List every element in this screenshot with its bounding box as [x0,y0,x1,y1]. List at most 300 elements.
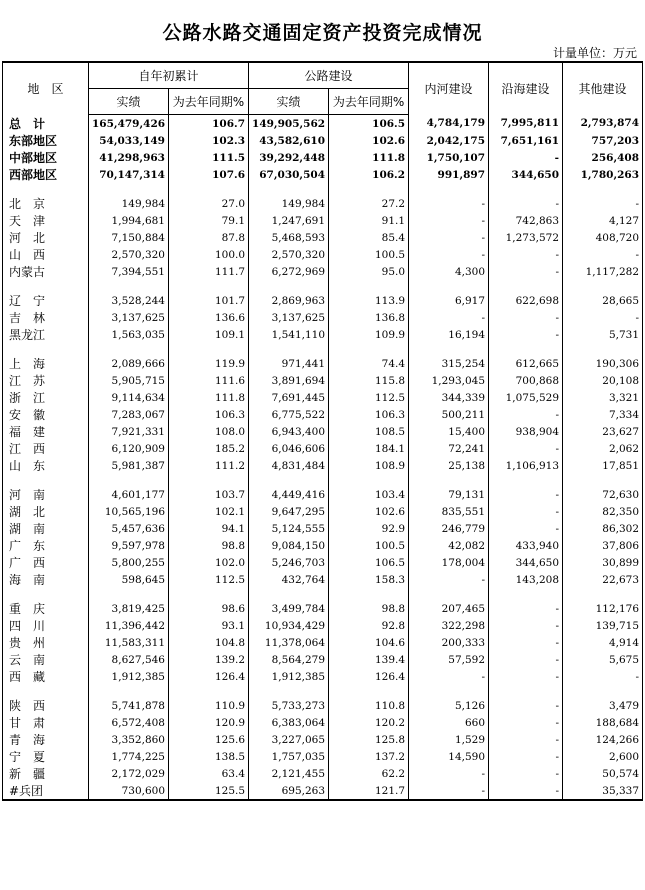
header-ytd-yoy: 为去年同期% [169,89,249,115]
spacer-cell [169,474,249,486]
coastal-value-cell: - [489,765,563,782]
region-name: 安 徽 [3,406,89,423]
inland-value-cell: - [409,668,489,685]
coastal-value-cell: 344,650 [489,166,563,183]
spacer-cell [329,588,409,600]
table-row [3,372,643,389]
ytd-yoy-cell: 111.5 [169,149,249,166]
table-row [3,537,643,554]
spacer-cell [89,474,169,486]
spacer-cell [489,280,563,292]
highway-actual-cell: 9,647,295 [249,503,329,520]
highway-yoy-cell: 100.5 [329,246,409,263]
spacer-cell [329,685,409,697]
other-value-cell: 112,176 [563,600,643,617]
spacer-cell [489,343,563,355]
spacer-cell [249,474,329,486]
inland-value-cell: 178,004 [409,554,489,571]
coastal-value-cell: 700,868 [489,372,563,389]
coastal-value-cell: 344,650 [489,554,563,571]
table-row [3,440,643,457]
ytd-actual-cell: 149,984 [89,195,169,212]
highway-yoy-cell: 27.2 [329,195,409,212]
coastal-value-cell: 1,273,572 [489,229,563,246]
table-row [3,212,643,229]
spacer-cell [563,183,643,195]
spacer-cell [3,588,89,600]
inland-value-cell: 25,138 [409,457,489,474]
spacer-cell [169,183,249,195]
ytd-yoy-cell: 103.7 [169,486,249,503]
other-value-cell: 5,675 [563,651,643,668]
table-body [3,115,643,801]
spacer-cell [409,685,489,697]
spacer-cell [169,343,249,355]
region-name: 浙 江 [3,389,89,406]
highway-actual-cell: 1,541,110 [249,326,329,343]
inland-value-cell: - [409,309,489,326]
inland-value-cell: 72,241 [409,440,489,457]
region-name: 辽 宁 [3,292,89,309]
other-value-cell: 2,600 [563,748,643,765]
ytd-yoy-cell: 126.4 [169,668,249,685]
coastal-value-cell: - [489,634,563,651]
highway-actual-cell: 39,292,448 [249,149,329,166]
region-name: 重 庆 [3,600,89,617]
highway-yoy-cell: 115.8 [329,372,409,389]
ytd-yoy-cell: 110.9 [169,697,249,714]
highway-actual-cell: 149,984 [249,195,329,212]
inland-value-cell: 200,333 [409,634,489,651]
coastal-value-cell: - [489,309,563,326]
coastal-value-cell: - [489,326,563,343]
ytd-actual-cell: 1,912,385 [89,668,169,685]
ytd-yoy-cell: 63.4 [169,765,249,782]
ytd-yoy-cell: 111.7 [169,263,249,280]
region-name: 中部地区 [3,149,89,166]
ytd-actual-cell: 165,479,426 [89,115,169,133]
table-row [3,748,643,765]
inland-value-cell: 4,784,179 [409,115,489,133]
spacer-cell [3,280,89,292]
highway-yoy-cell: 108.5 [329,423,409,440]
table-row [3,115,643,133]
other-value-cell: 72,630 [563,486,643,503]
highway-actual-cell: 3,891,694 [249,372,329,389]
inland-value-cell: 14,590 [409,748,489,765]
ytd-actual-cell: 5,800,255 [89,554,169,571]
inland-value-cell: - [409,195,489,212]
highway-yoy-cell: 136.8 [329,309,409,326]
header-highway-group: 公路建设 [249,62,409,89]
ytd-actual-cell: 6,572,408 [89,714,169,731]
spacer-cell [489,183,563,195]
other-value-cell: 4,914 [563,634,643,651]
spacer-row [3,183,643,195]
highway-yoy-cell: 121.7 [329,782,409,800]
table-row [3,600,643,617]
region-name: 广 东 [3,537,89,554]
other-value-cell: 3,321 [563,389,643,406]
coastal-value-cell: - [489,600,563,617]
region-name: 河 北 [3,229,89,246]
inland-value-cell: 57,592 [409,651,489,668]
highway-actual-cell: 2,121,455 [249,765,329,782]
table-row [3,326,643,343]
coastal-value-cell: 7,995,811 [489,115,563,133]
table-row [3,634,643,651]
table-row [3,166,643,183]
ytd-yoy-cell: 104.8 [169,634,249,651]
ytd-actual-cell: 1,774,225 [89,748,169,765]
other-value-cell: 2,062 [563,440,643,457]
highway-actual-cell: 5,733,273 [249,697,329,714]
highway-yoy-cell: 92.8 [329,617,409,634]
highway-actual-cell: 971,441 [249,355,329,372]
spacer-cell [249,685,329,697]
highway-actual-cell: 9,084,150 [249,537,329,554]
spacer-cell [329,183,409,195]
spacer-cell [3,474,89,486]
table-row [3,229,643,246]
inland-value-cell: - [409,571,489,588]
region-name: 宁 夏 [3,748,89,765]
ytd-actual-cell: 3,352,860 [89,731,169,748]
spacer-cell [409,280,489,292]
table-row [3,617,643,634]
coastal-value-cell: - [489,246,563,263]
highway-actual-cell: 5,124,555 [249,520,329,537]
coastal-value-cell: - [489,195,563,212]
region-name: 贵 州 [3,634,89,651]
spacer-cell [169,588,249,600]
other-value-cell: 7,334 [563,406,643,423]
highway-yoy-cell: 106.3 [329,406,409,423]
highway-yoy-cell: 106.5 [329,115,409,133]
highway-actual-cell: 4,831,484 [249,457,329,474]
ytd-yoy-cell: 106.3 [169,406,249,423]
header-ytd-actual: 实绩 [89,89,169,115]
inland-value-cell: 322,298 [409,617,489,634]
ytd-actual-cell: 41,298,963 [89,149,169,166]
ytd-actual-cell: 7,283,067 [89,406,169,423]
ytd-yoy-cell: 185.2 [169,440,249,457]
spacer-cell [489,474,563,486]
other-value-cell: 256,408 [563,149,643,166]
ytd-actual-cell: 5,905,715 [89,372,169,389]
table-row [3,309,643,326]
other-value-cell: 23,627 [563,423,643,440]
highway-actual-cell: 1,912,385 [249,668,329,685]
spacer-row [3,588,643,600]
other-value-cell: 50,574 [563,765,643,782]
region-name: 西 藏 [3,668,89,685]
region-name: 甘 肃 [3,714,89,731]
region-name: 四 川 [3,617,89,634]
header-highway-actual: 实绩 [249,89,329,115]
coastal-value-cell: - [489,731,563,748]
other-value-cell: 1,117,282 [563,263,643,280]
ytd-actual-cell: 11,396,442 [89,617,169,634]
highway-actual-cell: 67,030,504 [249,166,329,183]
other-value-cell: 22,673 [563,571,643,588]
inland-value-cell: 5,126 [409,697,489,714]
spacer-cell [563,280,643,292]
highway-actual-cell: 10,934,429 [249,617,329,634]
coastal-value-cell: - [489,668,563,685]
inland-value-cell: 660 [409,714,489,731]
region-name: 江 苏 [3,372,89,389]
coastal-value-cell: - [489,617,563,634]
spacer-row [3,280,643,292]
ytd-yoy-cell: 79.1 [169,212,249,229]
table-row [3,765,643,782]
region-name: 湖 南 [3,520,89,537]
other-value-cell: 1,780,263 [563,166,643,183]
coastal-value-cell: - [489,440,563,457]
spacer-row [3,474,643,486]
highway-actual-cell: 6,775,522 [249,406,329,423]
ytd-actual-cell: 54,033,149 [89,132,169,149]
ytd-yoy-cell: 111.8 [169,389,249,406]
table-row [3,389,643,406]
spacer-cell [329,280,409,292]
ytd-yoy-cell: 98.6 [169,600,249,617]
highway-actual-cell: 2,869,963 [249,292,329,309]
other-value-cell: - [563,309,643,326]
spacer-cell [489,685,563,697]
highway-actual-cell: 4,449,416 [249,486,329,503]
highway-yoy-cell: 106.2 [329,166,409,183]
other-value-cell: 20,108 [563,372,643,389]
coastal-value-cell: 433,940 [489,537,563,554]
ytd-actual-cell: 1,994,681 [89,212,169,229]
highway-actual-cell: 695,263 [249,782,329,800]
region-name: 海 南 [3,571,89,588]
ytd-yoy-cell: 107.6 [169,166,249,183]
highway-actual-cell: 5,468,593 [249,229,329,246]
other-value-cell: 37,806 [563,537,643,554]
coastal-value-cell: 938,904 [489,423,563,440]
inland-value-cell: 1,529 [409,731,489,748]
ytd-actual-cell: 730,600 [89,782,169,800]
ytd-actual-cell: 7,394,551 [89,263,169,280]
highway-actual-cell: 3,499,784 [249,600,329,617]
region-name: 东部地区 [3,132,89,149]
spacer-cell [329,343,409,355]
coastal-value-cell: - [489,406,563,423]
region-name: 总 计 [3,115,89,133]
ytd-yoy-cell: 87.8 [169,229,249,246]
spacer-cell [89,685,169,697]
other-value-cell: 82,350 [563,503,643,520]
region-name: 青 海 [3,731,89,748]
other-value-cell: 188,684 [563,714,643,731]
inland-value-cell: 4,300 [409,263,489,280]
header-ytd-group: 自年初累计 [89,62,249,89]
region-name: 福 建 [3,423,89,440]
highway-actual-cell: 7,691,445 [249,389,329,406]
inland-value-cell: 835,551 [409,503,489,520]
region-name: 上 海 [3,355,89,372]
ytd-yoy-cell: 101.7 [169,292,249,309]
ytd-actual-cell: 7,921,331 [89,423,169,440]
highway-yoy-cell: 62.2 [329,765,409,782]
region-name: 内蒙古 [3,263,89,280]
inland-value-cell: - [409,246,489,263]
region-name: 陕 西 [3,697,89,714]
region-name: #兵团 [3,782,89,800]
coastal-value-cell: - [489,149,563,166]
ytd-actual-cell: 10,565,196 [89,503,169,520]
other-value-cell: - [563,246,643,263]
highway-yoy-cell: 111.8 [329,149,409,166]
unit-label: 计量单位：万元 [552,46,637,60]
spacer-cell [409,588,489,600]
table-row [3,246,643,263]
coastal-value-cell: 742,863 [489,212,563,229]
inland-value-cell: - [409,765,489,782]
other-value-cell: 139,715 [563,617,643,634]
ytd-yoy-cell: 100.0 [169,246,249,263]
coastal-value-cell: - [489,651,563,668]
highway-actual-cell: 6,272,969 [249,263,329,280]
highway-yoy-cell: 126.4 [329,668,409,685]
inland-value-cell: - [409,229,489,246]
ytd-actual-cell: 11,583,311 [89,634,169,651]
ytd-yoy-cell: 102.0 [169,554,249,571]
inland-value-cell: - [409,782,489,800]
highway-yoy-cell: 104.6 [329,634,409,651]
header-inland: 内河建设 [409,62,489,115]
spacer-cell [169,280,249,292]
table-row [3,132,643,149]
inland-value-cell: - [409,212,489,229]
ytd-actual-cell: 2,570,320 [89,246,169,263]
spacer-cell [409,474,489,486]
other-value-cell: - [563,668,643,685]
ytd-actual-cell: 70,147,314 [89,166,169,183]
ytd-actual-cell: 3,528,244 [89,292,169,309]
inland-value-cell: 79,131 [409,486,489,503]
highway-yoy-cell: 102.6 [329,503,409,520]
table-row [3,423,643,440]
header-region: 地 区 [3,62,89,115]
highway-actual-cell: 432,764 [249,571,329,588]
spacer-cell [563,343,643,355]
inland-value-cell: 1,293,045 [409,372,489,389]
spacer-cell [3,183,89,195]
ytd-actual-cell: 9,597,978 [89,537,169,554]
spacer-cell [329,474,409,486]
header-other: 其他建设 [563,62,643,115]
highway-actual-cell: 11,378,064 [249,634,329,651]
table-row [3,486,643,503]
table-row [3,292,643,309]
spacer-cell [3,343,89,355]
highway-actual-cell: 1,757,035 [249,748,329,765]
ytd-yoy-cell: 125.6 [169,731,249,748]
coastal-value-cell: 612,665 [489,355,563,372]
highway-yoy-cell: 85.4 [329,229,409,246]
investment-table [2,61,643,801]
spacer-cell [489,588,563,600]
ytd-yoy-cell: 111.6 [169,372,249,389]
other-value-cell: 757,203 [563,132,643,149]
coastal-value-cell: 1,106,913 [489,457,563,474]
spacer-cell [89,588,169,600]
ytd-yoy-cell: 27.0 [169,195,249,212]
ytd-yoy-cell: 119.9 [169,355,249,372]
ytd-yoy-cell: 108.0 [169,423,249,440]
highway-yoy-cell: 91.1 [329,212,409,229]
spacer-cell [409,343,489,355]
ytd-yoy-cell: 138.5 [169,748,249,765]
spacer-cell [563,685,643,697]
other-value-cell: 4,127 [563,212,643,229]
highway-actual-cell: 1,247,691 [249,212,329,229]
table-row [3,651,643,668]
coastal-value-cell: - [489,486,563,503]
region-name: 湖 北 [3,503,89,520]
highway-yoy-cell: 103.4 [329,486,409,503]
highway-yoy-cell: 120.2 [329,714,409,731]
inland-value-cell: 246,779 [409,520,489,537]
spacer-cell [249,343,329,355]
spacer-cell [89,280,169,292]
other-value-cell: 17,851 [563,457,643,474]
ytd-actual-cell: 2,172,029 [89,765,169,782]
inland-value-cell: 2,042,175 [409,132,489,149]
ytd-yoy-cell: 102.1 [169,503,249,520]
ytd-yoy-cell: 125.5 [169,782,249,800]
other-value-cell: 86,302 [563,520,643,537]
ytd-actual-cell: 598,645 [89,571,169,588]
header-highway-yoy: 为去年同期% [329,89,409,115]
region-name: 云 南 [3,651,89,668]
spacer-cell [249,183,329,195]
ytd-yoy-cell: 112.5 [169,571,249,588]
highway-actual-cell: 3,137,625 [249,309,329,326]
table-row [3,782,643,800]
highway-yoy-cell: 106.5 [329,554,409,571]
table-row [3,263,643,280]
table-row [3,697,643,714]
ytd-actual-cell: 7,150,884 [89,229,169,246]
table-row [3,571,643,588]
region-name: 山 东 [3,457,89,474]
table-row [3,668,643,685]
region-name: 江 西 [3,440,89,457]
region-name: 广 西 [3,554,89,571]
spacer-cell [563,588,643,600]
highway-yoy-cell: 113.9 [329,292,409,309]
region-name: 西部地区 [3,166,89,183]
coastal-value-cell: - [489,503,563,520]
other-value-cell: 2,793,874 [563,115,643,133]
highway-yoy-cell: 158.3 [329,571,409,588]
inland-value-cell: 16,194 [409,326,489,343]
other-value-cell: 5,731 [563,326,643,343]
spacer-row [3,343,643,355]
spacer-cell [409,183,489,195]
table-row [3,406,643,423]
highway-actual-cell: 43,582,610 [249,132,329,149]
other-value-cell: - [563,195,643,212]
table-row [3,731,643,748]
highway-yoy-cell: 125.8 [329,731,409,748]
coastal-value-cell: 1,075,529 [489,389,563,406]
